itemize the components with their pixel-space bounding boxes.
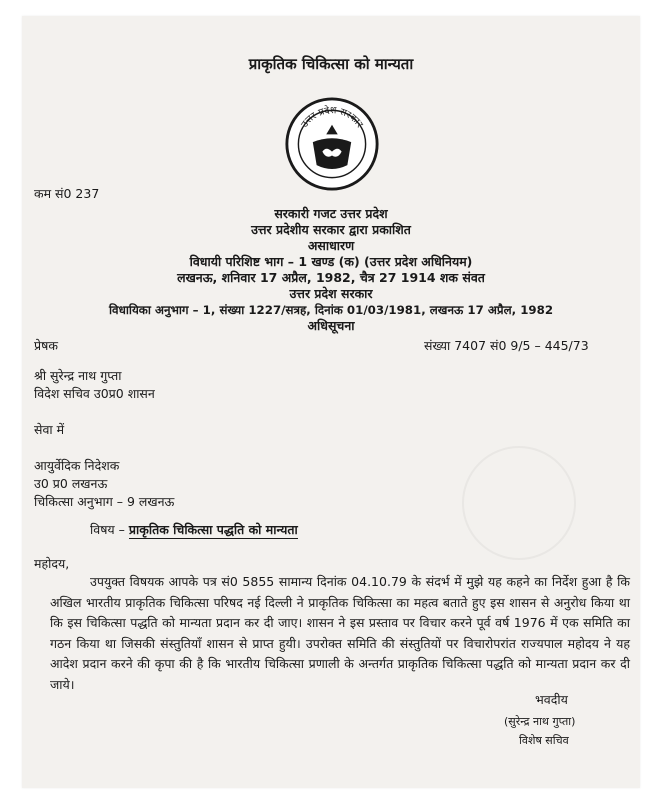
document-title: प्राकृतिक चिकित्सा को मान्यता bbox=[248, 55, 414, 73]
faint-stamp-watermark bbox=[462, 446, 576, 560]
gazette-line-8: अधिसूचना bbox=[307, 318, 355, 333]
gazette-line-5: लखनऊ, शनिवार 17 अप्रैल, 1982, चैत्र 27 1914 शक संवत bbox=[177, 270, 485, 285]
gazette-line-6: उत्तर प्रदेश सरकार bbox=[289, 286, 373, 301]
closing: भवदीय bbox=[535, 692, 568, 707]
subject-label: विषय – bbox=[90, 522, 125, 537]
reference-number: संख्या 7407 सं0 9/5 – 445/73 bbox=[424, 338, 589, 353]
letter-body: उपयुक्त विषयक आपके पत्र सं0 5855 सामान्य दिनांक 04.10.79 के संदर्भ में मुझे यह कहने का निर्देश हुआ है कि अखिल भारतीय प्राकृतिक चिकित्सा परिषद नई दिल्ली ने प्राकृतिक चिकित्सा का महत्व बताते हुए इस शासन से अनुरोध किया था कि इस चिकित्सा पद्धति को मान्यता प्रदान कर दी जाए। शासन ने इस प्रस्ताव पर विचार करने पूर्व वर्ष 1976 में एक समिति का गठन किया था जिसकी संस्तुतियॉं शासन से प्राप्त हुयी। उपरोक्त समिति की संस्तुतियों पर विचारोपरांत राज्यपाल महोदय ने यह आदेश प्रदान करने की कृपा की है कि भारतीय चिकित्सा प्रणाली के अन्तर्गत प्राकृतिक चिकित्सा पद्धति को मान्यता प्रदान कर दी जाये। bbox=[50, 574, 630, 692]
to-label: सेवा में bbox=[34, 422, 65, 437]
recipient-line-3: चिकित्सा अनुभाग – 9 लखनऊ bbox=[34, 494, 175, 509]
salutation: महोदय, bbox=[34, 556, 70, 571]
gazette-line-7: विधायिका अनुभाग – 1, संख्या 1227/सत्रह, दिनांक 01/03/1981, लखनऊ 17 अप्रैल, 1982 bbox=[108, 303, 554, 317]
document-page bbox=[22, 16, 640, 788]
signatory-name: (सुरेन्द्र नाथ गुप्ता) bbox=[504, 715, 576, 728]
recipient-line-1: आयुर्वेदिक निदेशक bbox=[34, 458, 120, 473]
up-government-seal-icon bbox=[284, 96, 380, 192]
subject-text: प्राकृतिक चिकित्सा पद्धति को मान्यता bbox=[128, 522, 298, 537]
subject-line bbox=[90, 522, 298, 538]
serial-number: कम सं0 237 bbox=[34, 186, 100, 201]
sender-name: श्री सुरेन्द्र नाथ गुप्ता bbox=[34, 368, 122, 383]
gazette-line-2: उत्तर प्रदेशीय सरकार द्वारा प्रकाशित bbox=[251, 222, 411, 237]
seal-text: उत्तर प्रदेश सरकार bbox=[299, 105, 365, 130]
sender-label: प्रेषक bbox=[34, 338, 58, 353]
recipient-line-2: उ0 प्र0 लखनऊ bbox=[34, 476, 108, 491]
gazette-line-1: सरकारी गजट उत्तर प्रदेश bbox=[274, 206, 388, 221]
gazette-line-3: असाधारण bbox=[307, 238, 355, 253]
signatory-designation: विशेष सचिव bbox=[519, 734, 569, 747]
gazette-line-4: विधायी परिशिष्ट भाग – 1 खण्ड (क) (उत्तर प्रदेश अधिनियम) bbox=[189, 254, 473, 269]
sender-designation: विदेश सचिव उ0प्र0 शासन bbox=[34, 386, 155, 401]
